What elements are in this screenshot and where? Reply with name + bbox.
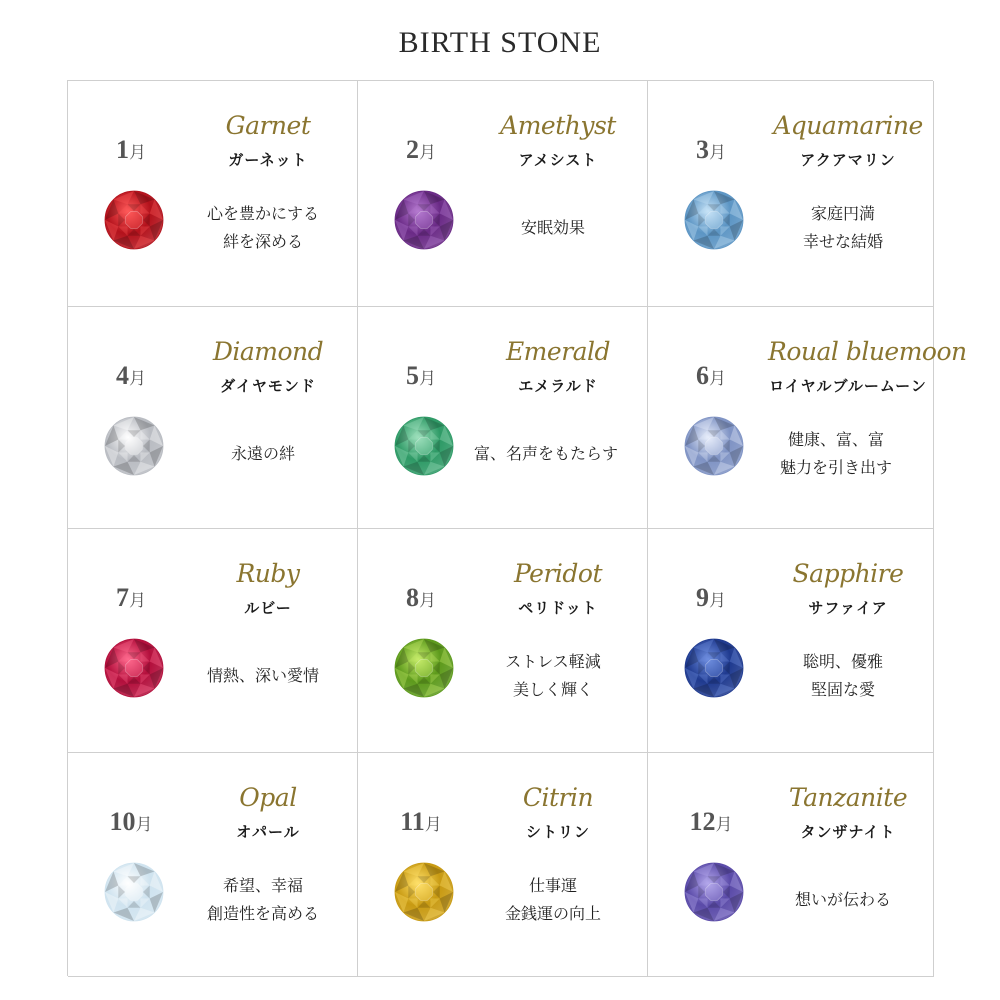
peridot-gem-icon (393, 637, 455, 699)
tanzanite-gem-icon (683, 861, 745, 923)
stone-meaning: ストレス軽減 美しく輝く (505, 652, 601, 699)
stone-name-ja: タンザナイト (800, 823, 896, 841)
month-label: 9月 (696, 583, 726, 612)
stone-name-en: Diamond (212, 337, 324, 366)
garnet-gem-icon (103, 189, 165, 251)
stone-name-en: Opal (239, 783, 297, 812)
stone-name-en: Tanzanite (788, 783, 908, 812)
stone-card-april (68, 307, 358, 529)
amethyst-gem-icon (393, 189, 455, 251)
month-label: 3月 (696, 135, 726, 164)
birthstone-grid (67, 80, 967, 976)
stone-name-en: Aquamarine (773, 111, 923, 140)
month-label: 11月 (400, 807, 442, 836)
month-label: 6月 (696, 361, 726, 390)
stone-name-ja: ルビー (244, 599, 292, 617)
stone-card-september (648, 529, 934, 753)
opal-gem-icon (103, 861, 165, 923)
stone-name-en: Sapphire (792, 559, 904, 588)
stone-meaning: 心を豊かにする 絆を深める (206, 204, 319, 251)
month-label: 2月 (406, 135, 436, 164)
stone-name-ja: エメラルド (518, 377, 598, 395)
stone-meaning: 永遠の絆 (230, 444, 295, 463)
aquamarine-gem-icon (683, 189, 745, 251)
month-label: 10月 (109, 807, 153, 836)
stone-name-ja: ペリドット (518, 599, 598, 617)
stone-name-en: Ruby (236, 559, 300, 588)
stone-name-en: Peridot (513, 559, 603, 588)
stone-name-ja: アクアマリン (800, 151, 896, 169)
stone-name-ja: オパール (236, 823, 300, 841)
stone-card-july (68, 529, 358, 753)
month-label: 8月 (406, 583, 436, 612)
stone-name-en: Amethyst (500, 111, 616, 140)
citrine-gem-icon (393, 861, 455, 923)
stone-card-february (358, 81, 648, 307)
stone-name-ja: アメシスト (518, 151, 598, 169)
diamond-gem-icon (103, 415, 165, 477)
stone-card-november (358, 753, 648, 977)
stone-name-en: Citrin (522, 783, 594, 812)
stone-meaning: 仕事運 金銭運の向上 (504, 876, 601, 923)
sapphire-gem-icon (683, 637, 745, 699)
stone-name-ja: サファイア (808, 599, 888, 617)
stone-meaning: 情熱、深い愛情 (206, 666, 319, 685)
stone-meaning: 富、名声をもたらす (473, 444, 618, 463)
stone-name-en: Roual bluemoon (768, 337, 967, 366)
stone-meaning: 聡明、優雅 堅固な愛 (802, 652, 883, 699)
stone-card-august (358, 529, 648, 753)
stone-card-october (68, 753, 358, 977)
stone-name-ja: ロイヤルブルームーン (769, 377, 927, 395)
month-label: 1月 (116, 135, 146, 164)
month-label: 7月 (116, 583, 146, 612)
stone-card-january (68, 81, 358, 307)
stone-name-en: Emerald (505, 337, 611, 366)
month-label: 5月 (406, 361, 436, 390)
stone-card-december (648, 753, 934, 977)
month-label: 12月 (689, 807, 733, 836)
stone-name-ja: ダイヤモンド (220, 377, 316, 395)
stone-meaning: 想いが伝わる (794, 890, 891, 909)
stone-name-ja: ガーネット (228, 151, 308, 169)
stone-card-june (648, 307, 967, 529)
stone-card-may (358, 307, 648, 529)
stone-meaning: 健康、富、富 魅力を引き出す (779, 430, 892, 477)
stone-name-ja: シトリン (525, 823, 590, 841)
stone-meaning: 家庭円満 幸せな結婚 (802, 204, 883, 251)
month-label: 4月 (116, 361, 146, 390)
stone-meaning: 安眠効果 (520, 218, 585, 237)
ruby-gem-icon (103, 637, 165, 699)
stone-name-en: Garnet (225, 111, 311, 140)
stone-meaning: 希望、幸福 創造性を高める (206, 876, 319, 923)
stone-card-march (648, 81, 934, 307)
page-title: BIRTH STONE (398, 26, 602, 59)
